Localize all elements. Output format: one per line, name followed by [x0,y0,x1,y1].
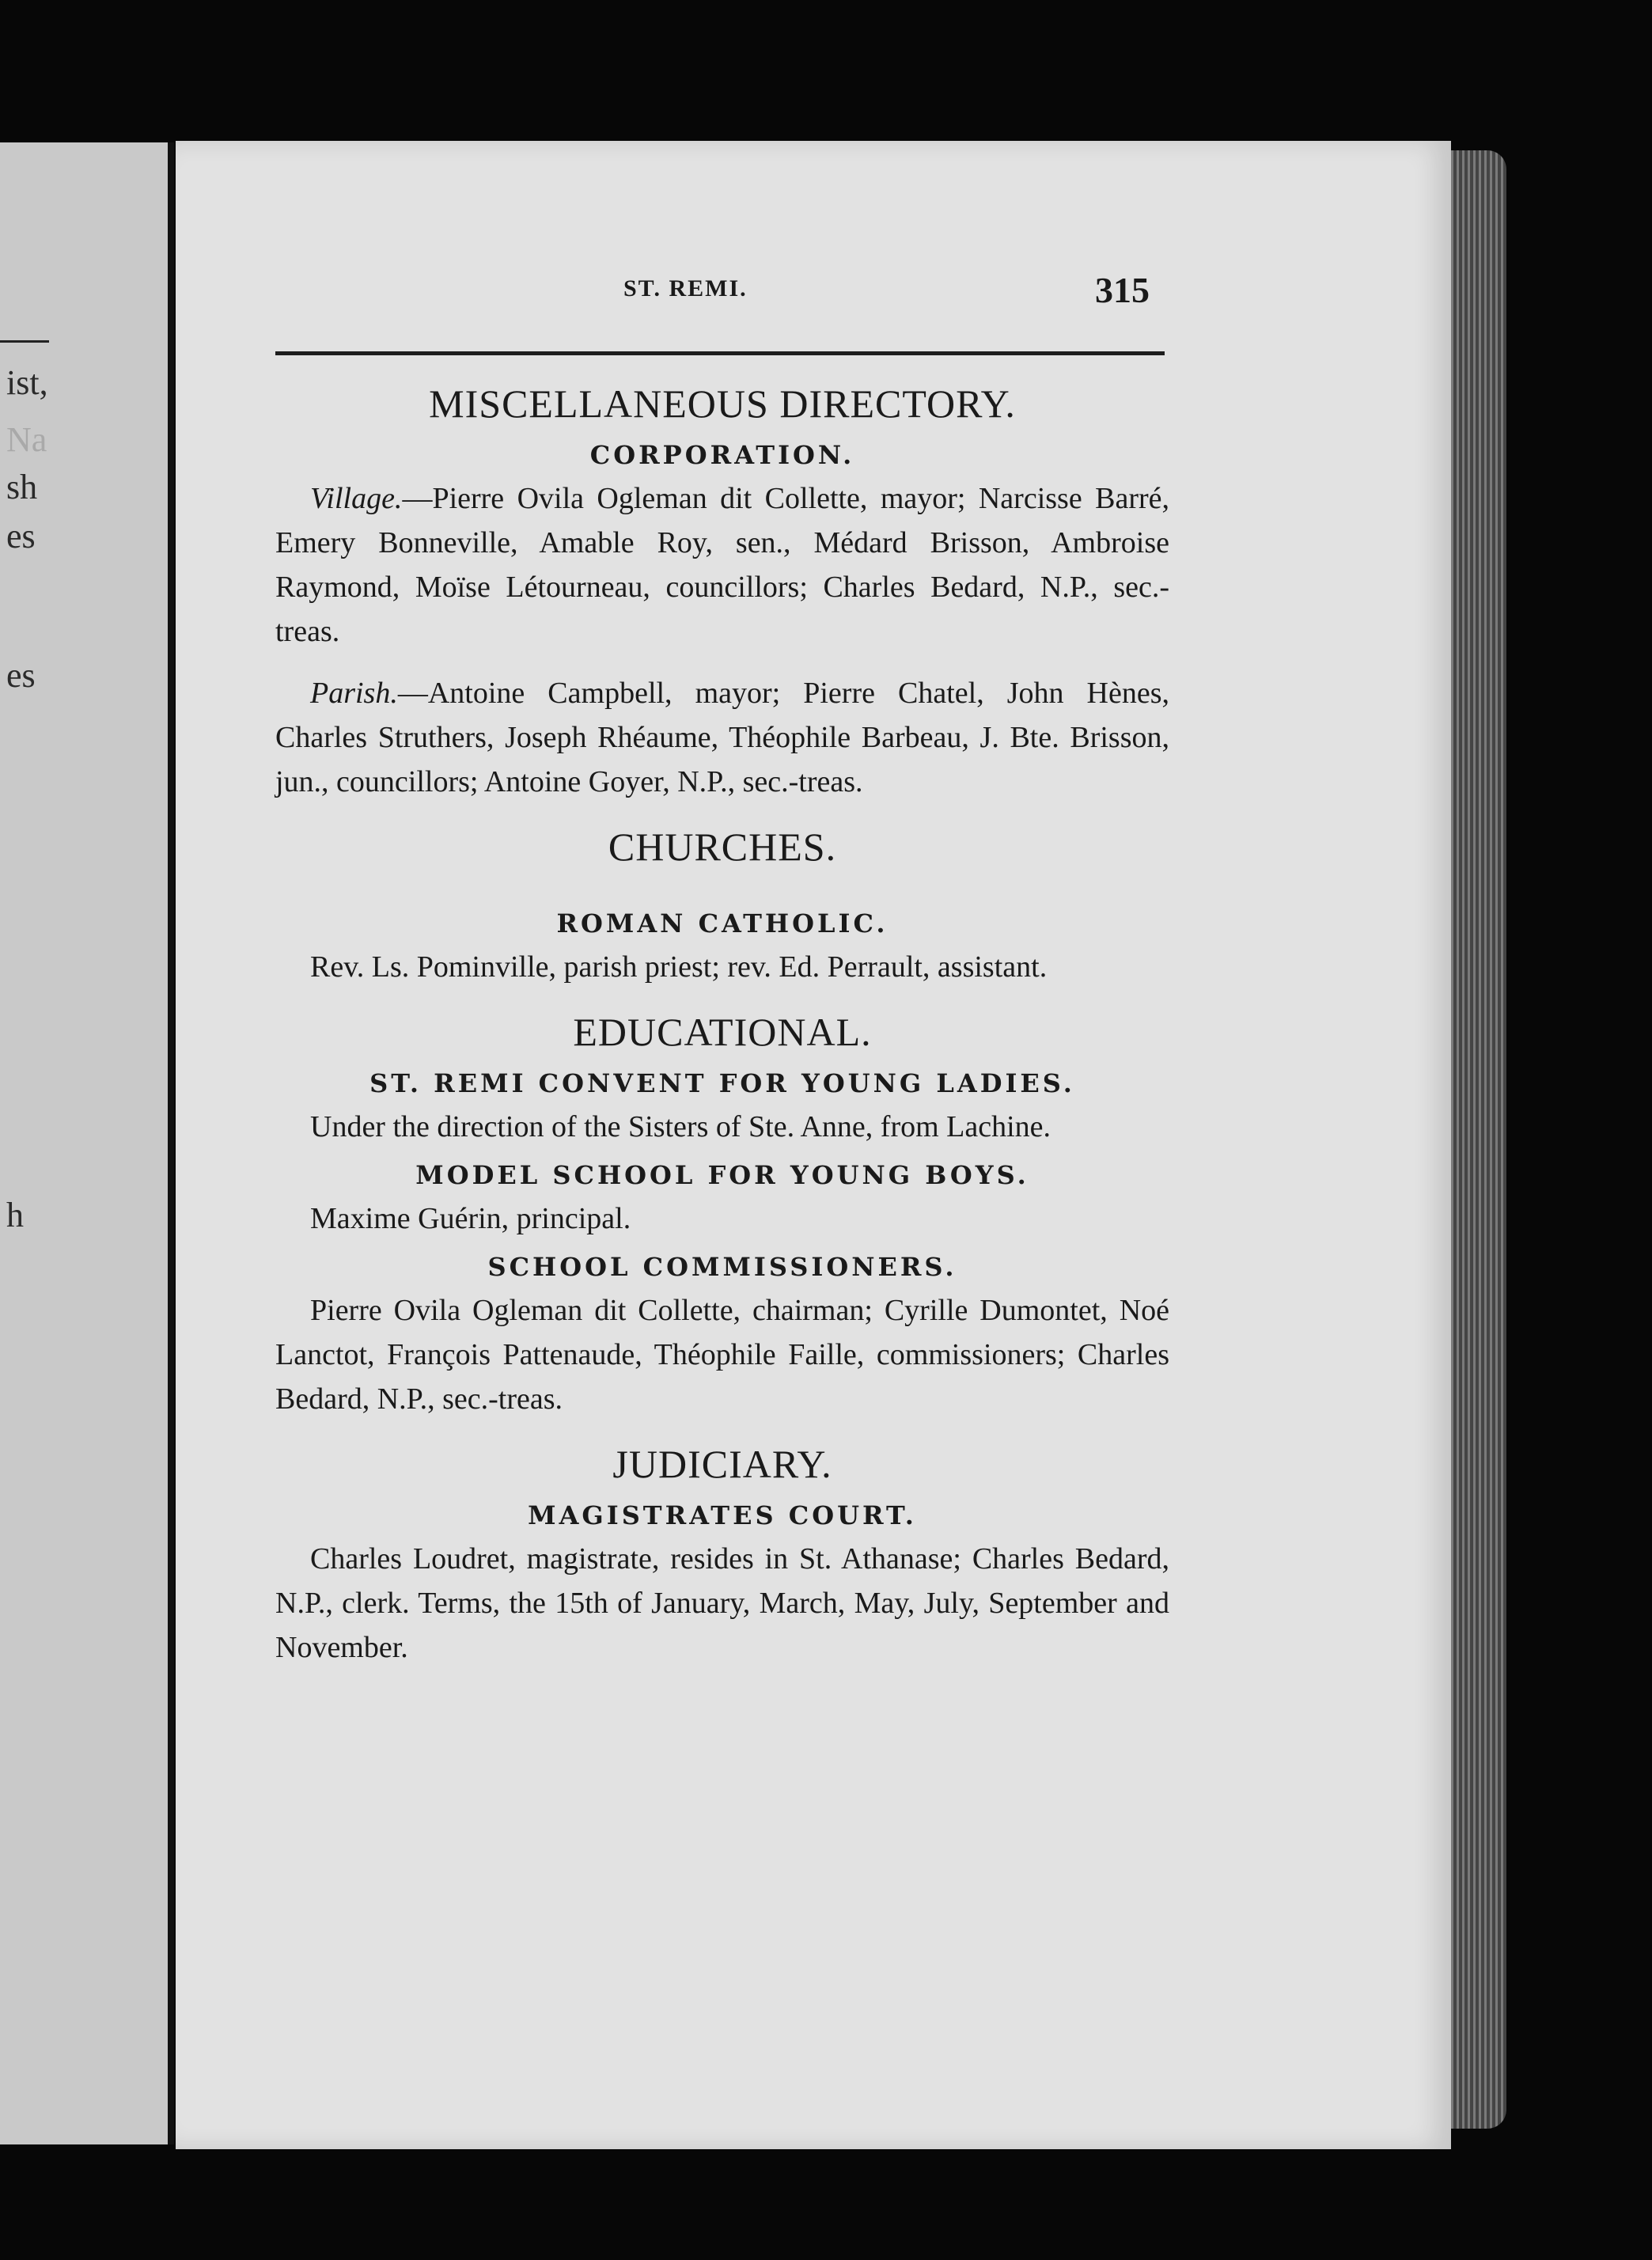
model-school-text: Maxime Guérin, principal. [310,1202,631,1235]
running-head: ST. REMI. [623,275,748,301]
page-edges [1451,150,1506,2129]
page-title: MISCELLANEOUS DIRECTORY. [429,381,1016,426]
subheading-convent: ST. REMI CONVENT FOR YOUNG LADIES. [369,1068,1075,1098]
parish-label: Parish. [310,677,398,710]
subheading-school-commissioners: SCHOOL COMMISSIONERS. [487,1252,957,1282]
subheading-model-school: MODEL SCHOOL FOR YOUNG BOYS. [415,1160,1029,1190]
page-number: 315 [1095,270,1150,310]
village-paragraph [275,476,1169,654]
churches-text: Rev. Ls. Pominville, parish priest; rev. Ed. Perrault, assistant. [310,950,1048,984]
facing-page-fragment: sh [6,468,38,506]
village-label: Village. [310,482,403,515]
directory-page [176,141,1451,2149]
section-heading-churches: CHURCHES. [608,825,837,869]
facing-page-fragment: es [6,517,36,556]
section-heading-judiciary: JUDICIARY. [612,1442,832,1486]
facing-page-fragment: es [6,656,36,695]
subheading-roman-catholic: ROMAN CATHOLIC. [556,908,889,939]
subheading-magistrates-court: MAGISTRATES COURT. [528,1500,917,1530]
header-rule [275,351,1165,355]
facing-page-fragment: h [6,1196,24,1234]
village-text: —Pierre Ovila Ogleman dit Collette, mayor; Narcisse Barré, Emery Bonneville, Amable Roy, sen., Médard Brisson, Ambroise Raymond, Moïse Létourneau, councillors; Charles Bedard, N.P., sec.-treas. [275,482,1169,648]
page-header [176,270,1451,315]
convent-text: Under the direction of the Sisters of Ste. Anne, from Lachine. [310,1110,1051,1143]
magistrates-court-text: Charles Loudret, magistrate, resides in St. Athanase; Charles Bedard, N.P., clerk. Terms, the 15th of January, March, May, July, September and November. [275,1542,1169,1664]
parish-paragraph [275,671,1169,804]
parish-text: —Antoine Campbell, mayor; Pierre Chatel, John Hènes, Charles Struthers, Joseph Rhéaume, Théophile Barbeau, J. Bte. Brisson, jun., councillors; Antoine Goyer, N.P., sec.-treas. [275,677,1169,798]
page-content [275,378,1169,1670]
facing-page-rule [0,340,49,343]
facing-page-fragment: ist, [6,363,48,402]
section-heading-corporation: CORPORATION. [589,440,855,470]
section-heading-educational: EDUCATIONAL. [573,1010,872,1054]
facing-page [0,142,174,2144]
facing-page-fragment: Na [6,420,47,459]
school-commissioners-text: Pierre Ovila Ogleman dit Collette, chairman; Cyrille Dumontet, Noé Lanctot, François Pattenaude, Théophile Faille, commissioners; Charles Bedard, N.P., sec.-treas. [275,1294,1169,1416]
